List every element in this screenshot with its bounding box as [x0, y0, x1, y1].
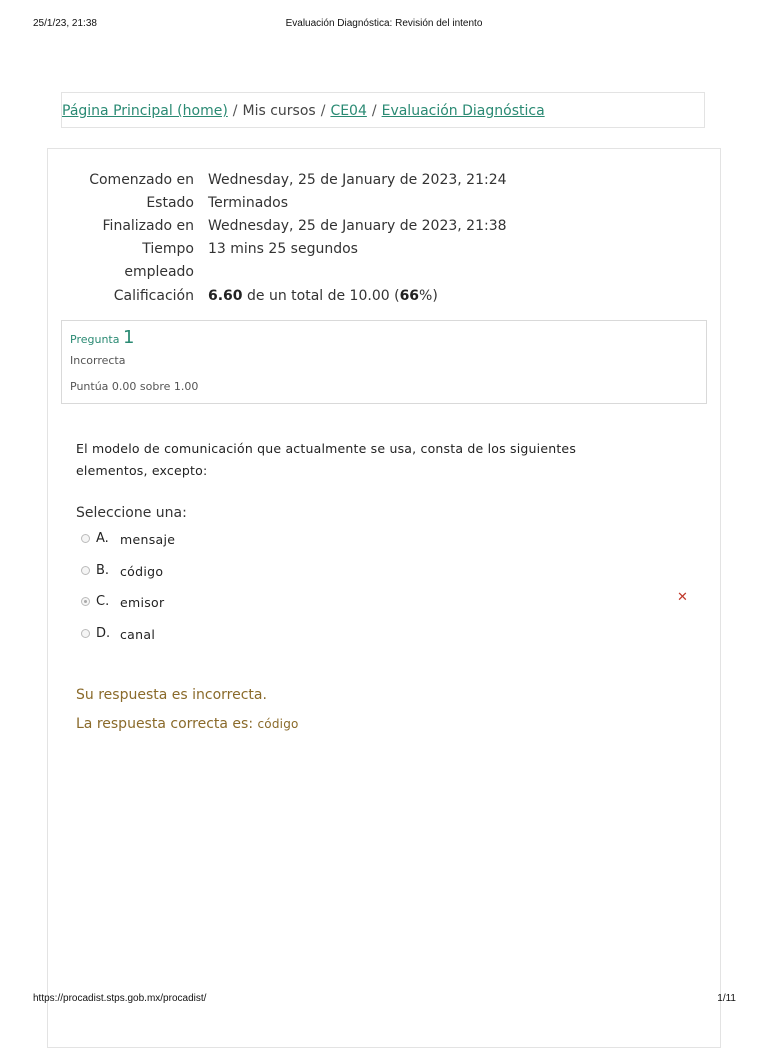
- question-number-value: 1: [122, 327, 135, 348]
- feedback-correct-value: código: [257, 717, 299, 731]
- breadcrumb-separator: /: [320, 103, 326, 119]
- breadcrumb-home-link[interactable]: Página Principal (home): [62, 103, 228, 119]
- radio-button-selected[interactable]: [81, 597, 90, 606]
- answer-prompt: Seleccione una:: [76, 505, 187, 521]
- breadcrumb-quiz-link[interactable]: Evaluación Diagnóstica: [381, 103, 545, 119]
- feedback-correct-label: La respuesta correcta es:: [76, 716, 258, 732]
- breadcrumb-my-courses: Mis cursos: [242, 103, 316, 119]
- radio-button[interactable]: [81, 629, 90, 638]
- option-text: código: [120, 564, 164, 579]
- question-text-line: elementos, excepto:: [76, 463, 208, 478]
- grade-middle: de un total de 10.00 (: [242, 288, 400, 304]
- breadcrumb: [61, 92, 705, 128]
- summary-value: Wednesday, 25 de January de 2023, 21:38: [208, 218, 507, 234]
- question-text-line: El modelo de comunicación que actualmente se usa, consta de los siguientes: [76, 441, 577, 456]
- breadcrumb-course-link[interactable]: CE04: [330, 103, 367, 119]
- question-grade: Puntúa 0.00 sobre 1.00: [70, 380, 199, 393]
- feedback-correct-answer: [76, 716, 299, 732]
- question-text: [76, 438, 596, 482]
- grade-percent: 66: [399, 288, 420, 304]
- print-header: [0, 18, 768, 32]
- breadcrumb-separator: /: [232, 103, 238, 119]
- question-number-label: Pregunta: [70, 333, 123, 346]
- option-letter: C.: [96, 594, 110, 609]
- summary-label: Finalizado en: [102, 218, 194, 234]
- answer-option-c[interactable]: [81, 594, 681, 614]
- summary-value: 13 mins 25 segundos: [208, 241, 358, 257]
- radio-button[interactable]: [81, 566, 90, 575]
- summary-label: empleado: [124, 264, 194, 280]
- print-datetime: 25/1/23, 21:38: [33, 18, 97, 29]
- answer-option-a[interactable]: [81, 531, 681, 551]
- option-text: emisor: [120, 595, 165, 610]
- print-footer: [0, 993, 768, 1007]
- grade-end: %): [419, 288, 438, 304]
- summary-value: Terminados: [208, 195, 289, 211]
- feedback-incorrect: Su respuesta es incorrecta.: [76, 687, 267, 703]
- answer-option-b[interactable]: [81, 563, 681, 583]
- summary-label: Tiempo: [142, 241, 194, 257]
- question-state: Incorrecta: [70, 354, 126, 367]
- answer-option-d[interactable]: [81, 626, 681, 646]
- summary-value: Wednesday, 25 de January de 2023, 21:24: [208, 172, 507, 188]
- option-letter: A.: [96, 531, 109, 546]
- summary-label: Comenzado en: [89, 172, 194, 188]
- question-info-box: [61, 320, 707, 404]
- radio-button[interactable]: [81, 534, 90, 543]
- summary-value: [208, 288, 698, 304]
- option-letter: B.: [96, 563, 110, 578]
- close-icon: ✕: [677, 590, 688, 605]
- grade-score: 6.60: [208, 288, 243, 304]
- print-title: Evaluación Diagnóstica: Revisión del intento: [285, 18, 483, 29]
- print-url: https://procadist.stps.gob.mx/procadist/: [33, 993, 207, 1004]
- option-text: mensaje: [120, 532, 176, 547]
- option-text: canal: [120, 627, 156, 642]
- breadcrumb-separator: /: [371, 103, 377, 119]
- option-letter: D.: [96, 626, 111, 641]
- question-number: [70, 327, 134, 348]
- summary-label: Estado: [146, 195, 194, 211]
- summary-label: Calificación: [113, 288, 194, 304]
- print-page-number: 1/11: [717, 993, 736, 1004]
